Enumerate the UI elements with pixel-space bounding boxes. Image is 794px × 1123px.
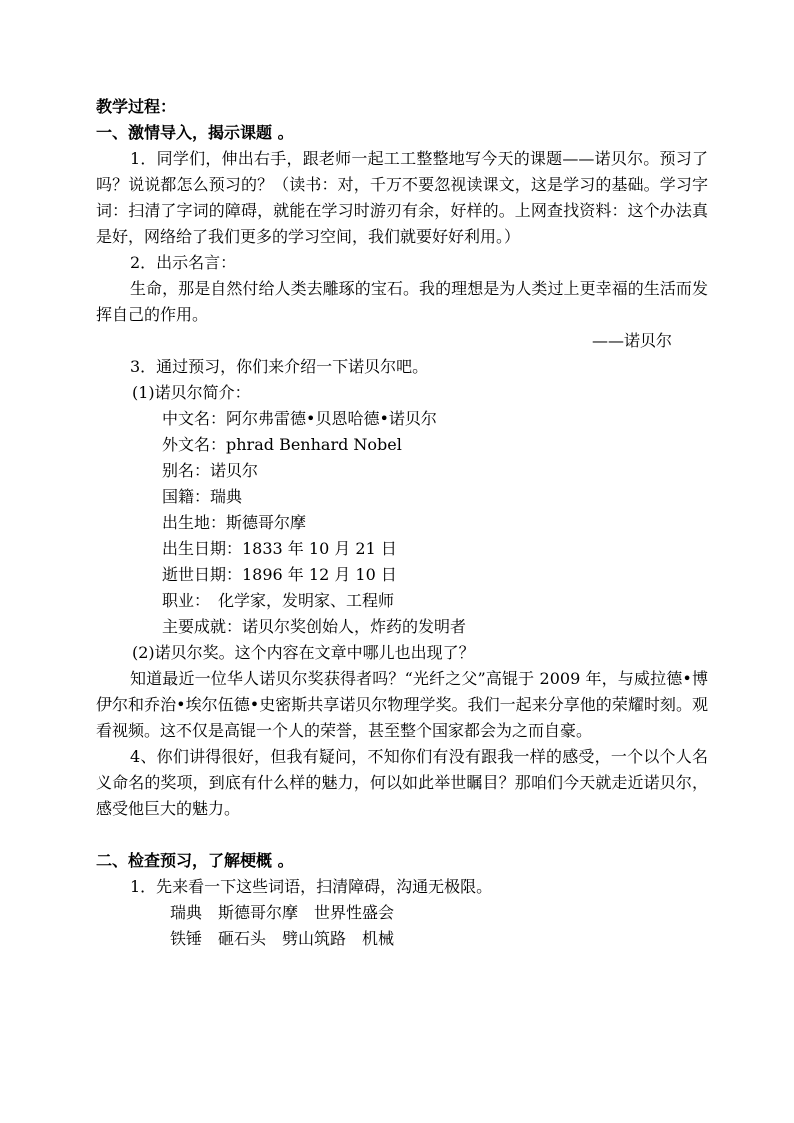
- paragraph-3: 3．通过预习，你们来介绍一下诺贝尔吧。: [130, 357, 429, 376]
- info-item-chinese-name: 中文名：阿尔弗雷德•贝恩哈德•诺贝尔: [162, 409, 437, 428]
- section-2-paragraph-1: 1．先来看一下这些词语，扫清障碍，沟通无极限。: [130, 877, 493, 896]
- sub-heading-1: (1)诺贝尔简介：: [132, 383, 251, 402]
- info-item-achievement: 主要成就：诺贝尔奖创始人，炸药的发明者: [162, 617, 467, 636]
- info-item-death-date: 逝世日期：1896 年 12 月 10 日: [162, 565, 397, 584]
- section-title: 教学过程：: [96, 97, 177, 116]
- quote-author: ——诺贝尔: [591, 331, 672, 350]
- info-list: [96, 406, 708, 640]
- info-item-occupation: 职业： 化学家，发明家、工程师: [162, 591, 395, 610]
- info-item-nationality: 国籍：瑞典: [162, 487, 243, 506]
- paragraph-4: 4、你们讲得很好，但我有疑问，不知你们有没有跟我一样的感受，一个以个人名义命名的奖项，到底有什么样的魅力，何以如此举世瞩目？那咱们今天就走近诺贝尔，感受他巨大的魅力。: [96, 747, 708, 818]
- info-item-foreign-name: 外文名：phrad Benhard Nobel: [162, 435, 402, 454]
- paragraph-1: 1．同学们，伸出右手，跟老师一起工工整整地写今天的课题——诺贝尔。预习了吗？说说都怎么预习的？（读书：对，千万不要忽视读课文，这是学习的基础。学习字词：扫清了字词的障碍，就能在学习时游刃有余，好样的。上网查找资料：这个办法真是好，网络给了我们更多的学习空间，我们就要好好利用。）: [96, 149, 708, 246]
- word-list-row-2: 铁锤 砸石头 劈山筑路 机械: [170, 929, 395, 948]
- document-page: [96, 94, 708, 952]
- info-item-birth-date: 出生日期：1833 年 10 月 21 日: [162, 539, 397, 558]
- word-list-row-1: 瑞典 斯德哥尔摩 世界性盛会: [170, 903, 395, 922]
- paragraph-kao: 知道最近一位华人诺贝尔奖获得者吗？“光纤之父”高锟于 2009 年，与威拉德•博伊尔和乔治•埃尔伍德•史密斯共享诺贝尔物理学奖。我们一起来分享他的荣耀时刻。观看视频。这不仅是高锟一个人的荣誉，甚至整个国家都会为之而自豪。: [96, 669, 708, 740]
- info-item-alias: 别名：诺贝尔: [162, 461, 259, 480]
- info-item-birthplace: 出生地：斯德哥尔摩: [162, 513, 307, 532]
- paragraph-2-label: 2．出示名言：: [130, 253, 237, 272]
- sub-heading-2: (2)诺贝尔奖。这个内容在文章中哪儿也出现了？: [132, 643, 475, 662]
- quote-text: 生命，那是自然付给人类去雕琢的宝石。我的理想是为人类过上更幸福的生活而发挥自己的作用。: [96, 279, 708, 324]
- section-1-heading: 一、激情导入，揭示课题 。: [96, 123, 294, 142]
- spacer: [96, 822, 708, 848]
- section-2-heading: 二、检查预习，了解梗概 。: [96, 851, 294, 870]
